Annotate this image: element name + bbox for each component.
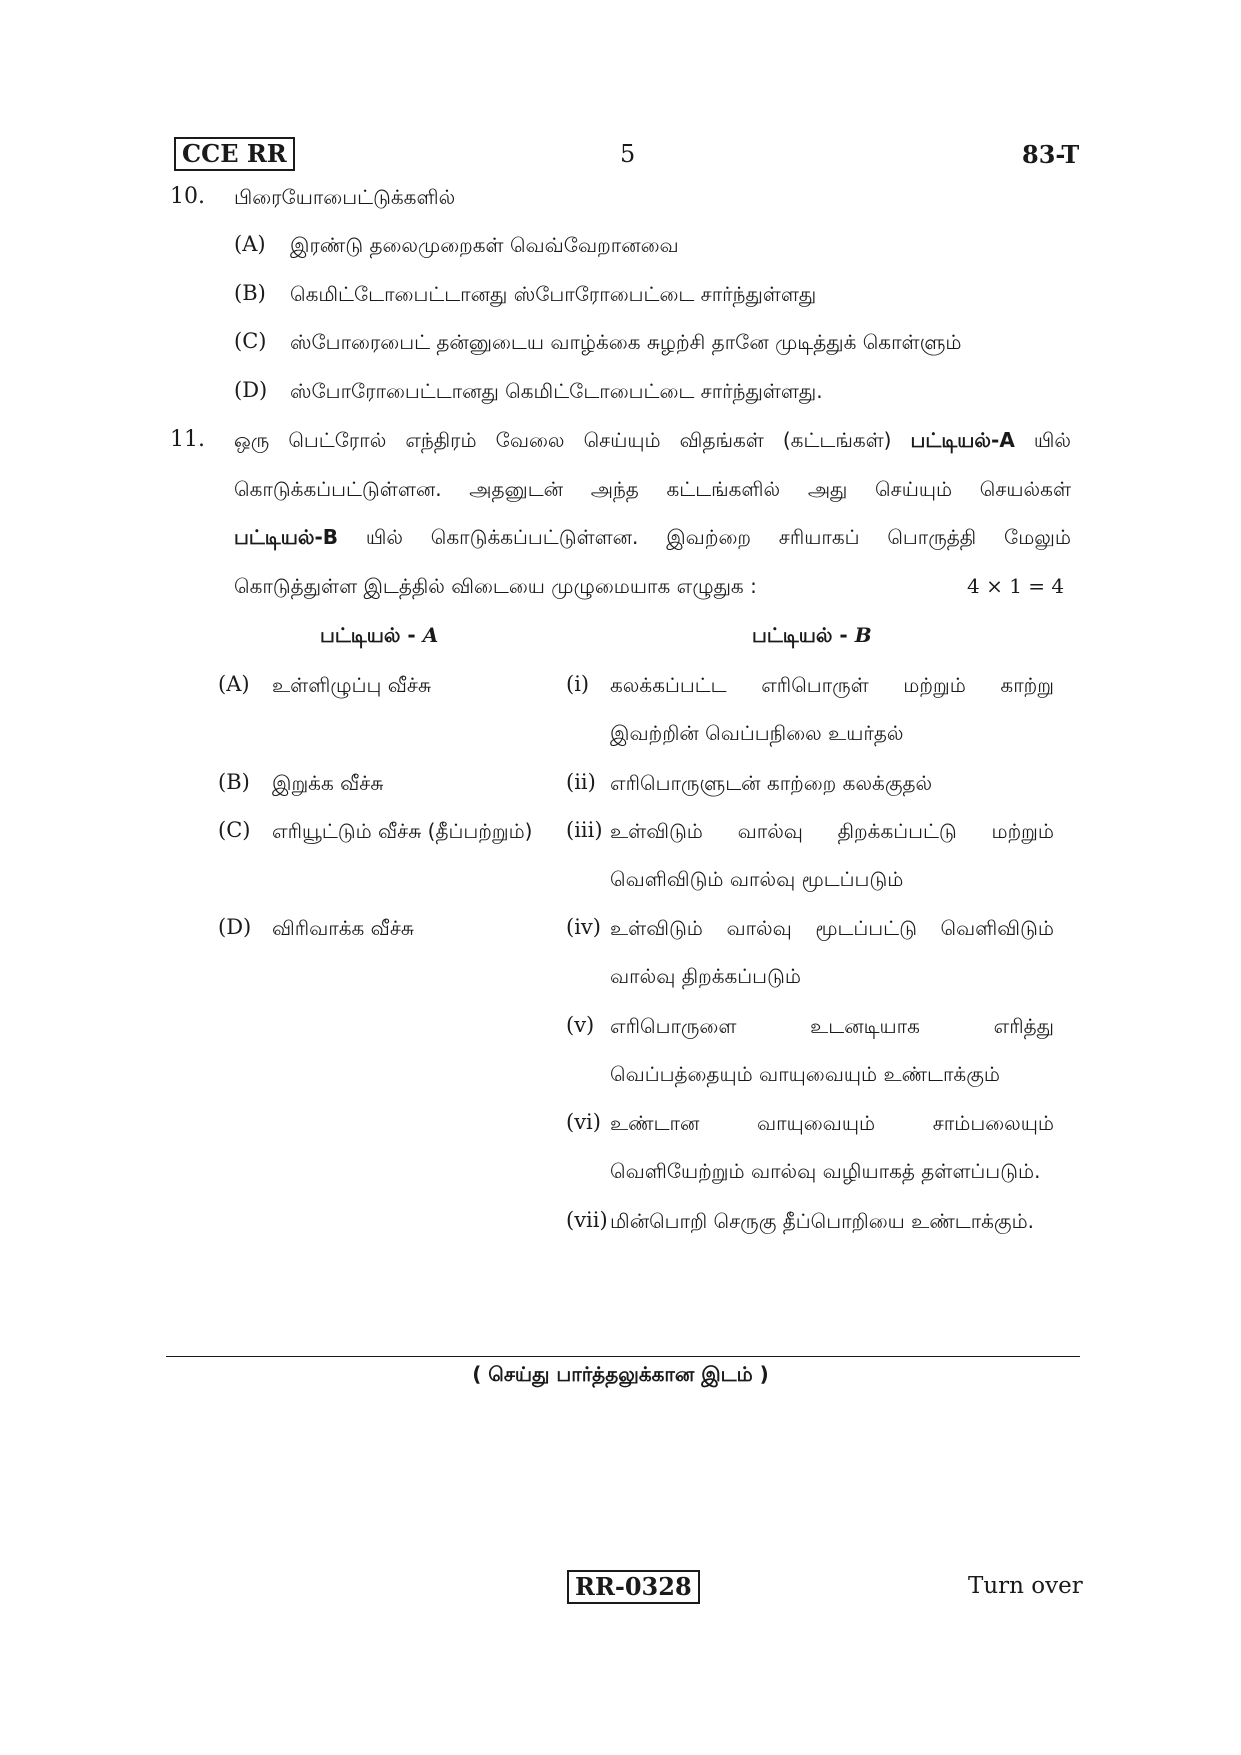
header-right-code: 83-T bbox=[1022, 140, 1080, 169]
option-label: (C) bbox=[234, 329, 267, 353]
list-reference: பட்டியல்-B bbox=[234, 525, 339, 549]
footer-code: RR-0328 bbox=[567, 1570, 700, 1604]
list-b-label: (v) bbox=[566, 1013, 595, 1037]
list-b-item: உண்டான வாயுவையும் சாம்பலையும் bbox=[610, 1111, 1054, 1135]
turn-over-label: Turn over bbox=[968, 1573, 1083, 1599]
question-number: 11. bbox=[170, 427, 205, 452]
list-b-item: எரிபொருளுடன் காற்றை கலக்குதல் bbox=[610, 771, 933, 795]
page-number: 5 bbox=[620, 140, 636, 168]
list-b-label: (ii) bbox=[566, 770, 596, 794]
question-text: யில் கொடுக்கப்பட்டுள்ளன. இவற்றை சரியாகப் பொருத்தி மேலும் bbox=[365, 525, 1072, 549]
option-label: (B) bbox=[234, 281, 266, 305]
rough-work-divider bbox=[166, 1356, 1080, 1357]
list-b-item: கலக்கப்பட்ட எரிபொருள் மற்றும் காற்று bbox=[610, 673, 1054, 697]
question-line bbox=[234, 428, 1071, 455]
list-b-label: (vi) bbox=[566, 1110, 601, 1134]
list-a-item: இறுக்க வீச்சு bbox=[272, 771, 384, 795]
list-a-item: எரியூட்டும் வீச்சு (தீப்பற்றும்) bbox=[272, 819, 533, 843]
option-text: கெமிட்டோபைட்டானது ஸ்போரோபைட்டை சார்ந்துள்ளது bbox=[290, 282, 817, 306]
list-b-item: உள்விடும் வால்வு மூடப்பட்டு வெளிவிடும் bbox=[610, 916, 1054, 940]
list-b-label: (iii) bbox=[566, 818, 603, 842]
question-line: கொடுத்துள்ள இடத்தில் விடையை முழுமையாக எழுதுக : bbox=[234, 574, 757, 598]
question-text: ஒரு பெட்ரோல் எந்திரம் வேலை செய்யும் விதங்கள் (கட்டங்கள்) bbox=[234, 428, 892, 452]
rough-work-label: ( செய்து பார்த்தலுக்கான இடம் ) bbox=[472, 1362, 769, 1386]
question-number: 10. bbox=[170, 184, 205, 209]
option-text: இரண்டு தலைமுறைகள் வெவ்வேறானவை bbox=[290, 233, 679, 257]
list-b-item: எரிபொருளை உடனடியாக எரித்து bbox=[610, 1014, 1054, 1038]
list-b-heading: பட்டியல் - B bbox=[752, 623, 872, 647]
list-b-item-continued: வெப்பத்தையும் வாயுவையும் உண்டாக்கும் bbox=[610, 1062, 1000, 1086]
list-reference: பட்டியல்-A bbox=[910, 428, 1015, 452]
option-text: ஸ்போரோபைட்டானது கெமிட்டோபைட்டை சார்ந்துள்ளது. bbox=[290, 379, 823, 403]
list-b-item: மின்பொறி செருகு தீப்பொறியை உண்டாக்கும். bbox=[610, 1209, 1035, 1233]
option-text: ஸ்போரைபைட் தன்னுடைய வாழ்க்கை சுழற்சி தானே முடித்துக் கொள்ளும் bbox=[290, 330, 962, 354]
list-b-item-continued: இவற்றின் வெப்பநிலை உயர்தல் bbox=[610, 721, 904, 745]
list-b-item-continued: வெளியேற்றும் வால்வு வழியாகத் தள்ளப்படும். bbox=[610, 1159, 1041, 1183]
list-b-item-continued: வால்வு திறக்கப்படும் bbox=[610, 964, 801, 988]
list-a-item: விரிவாக்க வீச்சு bbox=[272, 916, 414, 940]
question-text: யில் bbox=[1033, 428, 1071, 452]
list-a-item: உள்ளிழுப்பு வீச்சு bbox=[272, 673, 432, 697]
list-a-label: (A) bbox=[218, 672, 250, 696]
list-a-heading: பட்டியல் - A bbox=[320, 623, 439, 647]
list-b-label: (vii) bbox=[566, 1208, 608, 1232]
header-left-code: CCE RR bbox=[174, 137, 295, 171]
question-stem: பிரையோபைட்டுக்களில் bbox=[234, 185, 456, 209]
marks: 4 × 1 = 4 bbox=[967, 574, 1065, 598]
question-line bbox=[234, 525, 1071, 552]
option-label: (D) bbox=[234, 378, 268, 402]
list-a-label: (B) bbox=[218, 770, 250, 794]
list-b-item-continued: வெளிவிடும் வால்வு மூடப்படும் bbox=[610, 867, 904, 891]
list-b-label: (iv) bbox=[566, 915, 601, 939]
list-b-label: (i) bbox=[566, 672, 590, 696]
option-label: (A) bbox=[234, 232, 266, 256]
list-a-label: (D) bbox=[218, 915, 252, 939]
list-b-item: உள்விடும் வால்வு திறக்கப்பட்டு மற்றும் bbox=[610, 819, 1054, 843]
list-a-label: (C) bbox=[218, 818, 251, 842]
question-line: கொடுக்கப்பட்டுள்ளன. அதனுடன் அந்த கட்டங்களில் அது செய்யும் செயல்கள் bbox=[234, 477, 1071, 501]
